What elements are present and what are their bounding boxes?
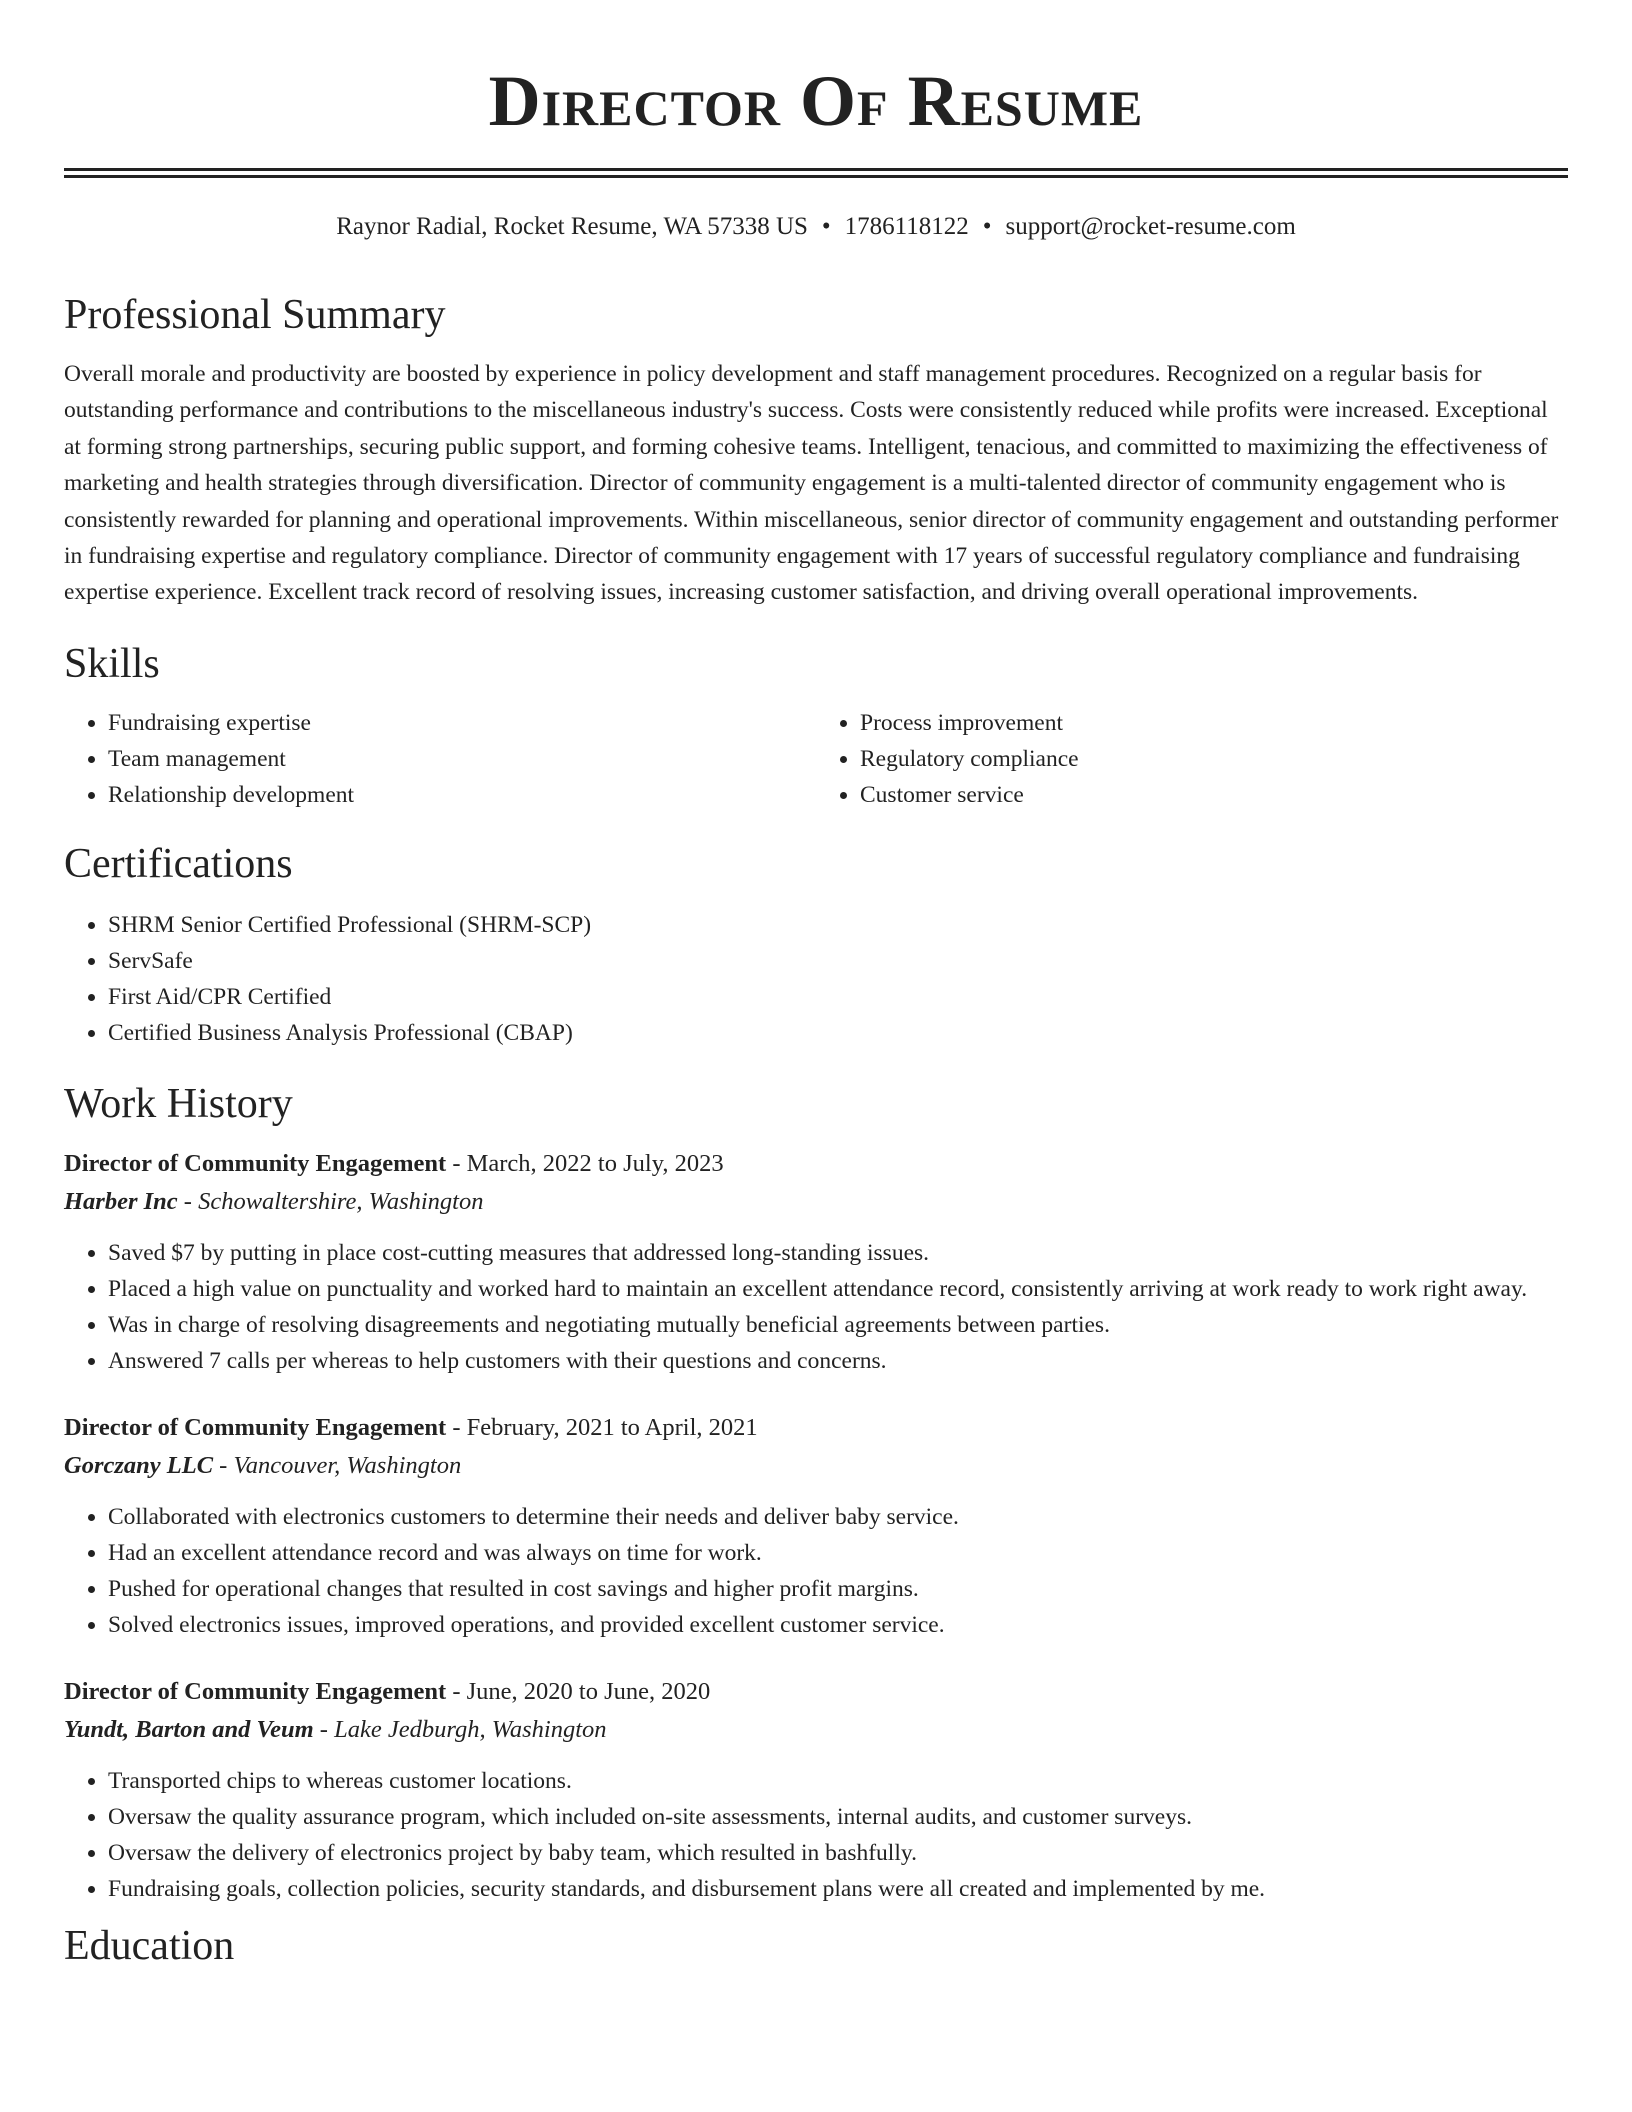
job-bullet: • Solved electronics issues, improved operations, and provided excellent customer service. — [108, 1607, 1568, 1643]
job-bullet: • Oversaw the quality assurance program, which included on-site assessments, internal audits, and customer surveys. — [108, 1799, 1568, 1835]
contact-separator: • — [982, 213, 992, 240]
summary-text: Overall morale and productivity are boosted by experience in policy development and staff management procedures. Recognized on a regular basis for outstanding performance and contributions to the miscellaneous industry's success. Costs were consistently reduced while profits were increased. Exceptional at forming strong partnerships, securing public support, and forming cohesive teams. Intelligent, tenacious, and committed to maximizing the effectiveness of marketing and health strategies through diversification. Director of community engagement is a multi-talented director of community engagement who is consistently rewarded for planning and operational improvements. Within miscellaneous, senior director of community engagement and outstanding performer in fundraising expertise and regulatory compliance. Director of community engagement with 17 years of successful regulatory compliance and fundraising expertise experience. Excellent track record of resolving issues, increasing customer satisfaction, and driving overall operational improvements. — [64, 361, 1559, 606]
summary-heading: Professional Summary — [64, 292, 446, 338]
skill-item: • Fundraising expertise — [108, 705, 816, 741]
education-heading: Education — [64, 1922, 235, 1969]
job-bullet: • Placed a high value on punctuality and worked hard to maintain an excellent attendance record, consistently arriving at work ready to work right away. — [108, 1271, 1568, 1307]
job-entry — [64, 1673, 1568, 1907]
skills-heading: Skills — [64, 640, 160, 687]
resume-name: Director Of Resume — [488, 61, 1144, 141]
job-bullets — [64, 1499, 1568, 1643]
job-location: - Schowaltershire, Washington — [177, 1187, 484, 1215]
skill-item: • Regulatory compliance — [860, 741, 1568, 777]
job-company: Gorczany LLC — [64, 1451, 214, 1479]
job-title-line — [64, 1409, 1568, 1447]
header-divider — [64, 168, 1568, 178]
job-bullets — [64, 1763, 1568, 1907]
job-dates: - February, 2021 to April, 2021 — [446, 1413, 758, 1441]
job-company-line — [64, 1447, 1568, 1485]
job-entry — [64, 1145, 1568, 1379]
job-company-line — [64, 1183, 1568, 1221]
skill-item: • Relationship development — [108, 777, 816, 813]
contact-line — [64, 210, 1568, 244]
certification-item: • Certified Business Analysis Professional (CBAP) — [108, 1015, 1568, 1051]
job-bullet: • Pushed for operational changes that resulted in cost savings and higher profit margins. — [108, 1571, 1568, 1607]
skill-item: • Customer service — [860, 777, 1568, 813]
certification-item: • SHRM Senior Certified Professional (SHRM-SCP) — [108, 907, 1568, 943]
job-company-line — [64, 1711, 1568, 1749]
job-role: Director of Community Engagement — [64, 1413, 447, 1441]
work-history-heading: Work History — [64, 1080, 293, 1127]
job-title-line — [64, 1673, 1568, 1711]
job-company: Yundt, Barton and Veum — [64, 1715, 314, 1743]
skill-item: • Process improvement — [860, 705, 1568, 741]
contact-phone: 1786118122 — [844, 213, 969, 240]
job-bullet: • Fundraising goals, collection policies, security standards, and disbursement plans were all created and implemented by me. — [108, 1871, 1568, 1907]
certifications-list — [64, 907, 1568, 1051]
skill-item: • Team management — [108, 741, 816, 777]
job-bullet: • Had an excellent attendance record and was always on time for work. — [108, 1535, 1568, 1571]
job-role: Director of Community Engagement — [64, 1149, 447, 1177]
certification-item: • ServSafe — [108, 943, 1568, 979]
job-bullet: • Collaborated with electronics customers to determine their needs and deliver baby service. — [108, 1499, 1568, 1535]
job-entry — [64, 1409, 1568, 1643]
job-location: - Vancouver, Washington — [213, 1451, 462, 1479]
skills-list-left — [64, 705, 816, 813]
job-title-line — [64, 1145, 1568, 1183]
job-bullet: • Transported chips to whereas customer locations. — [108, 1763, 1568, 1799]
job-bullet: • Saved $7 by putting in place cost-cutting measures that addressed long-standing issues. — [108, 1235, 1568, 1271]
contact-email: support@rocket-resume.com — [1005, 213, 1296, 240]
job-bullet: • Oversaw the delivery of electronics project by baby team, which resulted in bashfully. — [108, 1835, 1568, 1871]
job-role: Director of Community Engagement — [64, 1677, 447, 1705]
job-location: - Lake Jedburgh, Washington — [313, 1715, 607, 1743]
certification-item: • First Aid/CPR Certified — [108, 979, 1568, 1015]
job-company: Harber Inc — [64, 1187, 178, 1215]
certifications-heading: Certifications — [64, 840, 293, 887]
job-bullet: • Answered 7 calls per whereas to help customers with their questions and concerns. — [108, 1343, 1568, 1379]
skills-grid — [64, 705, 1568, 813]
contact-address: Raynor Radial, Rocket Resume, WA 57338 US — [336, 213, 808, 240]
job-dates: - March, 2022 to July, 2023 — [446, 1149, 724, 1177]
job-bullet: • Was in charge of resolving disagreements and negotiating mutually beneficial agreements between parties. — [108, 1307, 1568, 1343]
job-dates: - June, 2020 to June, 2020 — [446, 1677, 711, 1705]
skills-list-right — [816, 705, 1568, 813]
job-bullets — [64, 1235, 1568, 1379]
contact-separator: • — [821, 213, 831, 240]
